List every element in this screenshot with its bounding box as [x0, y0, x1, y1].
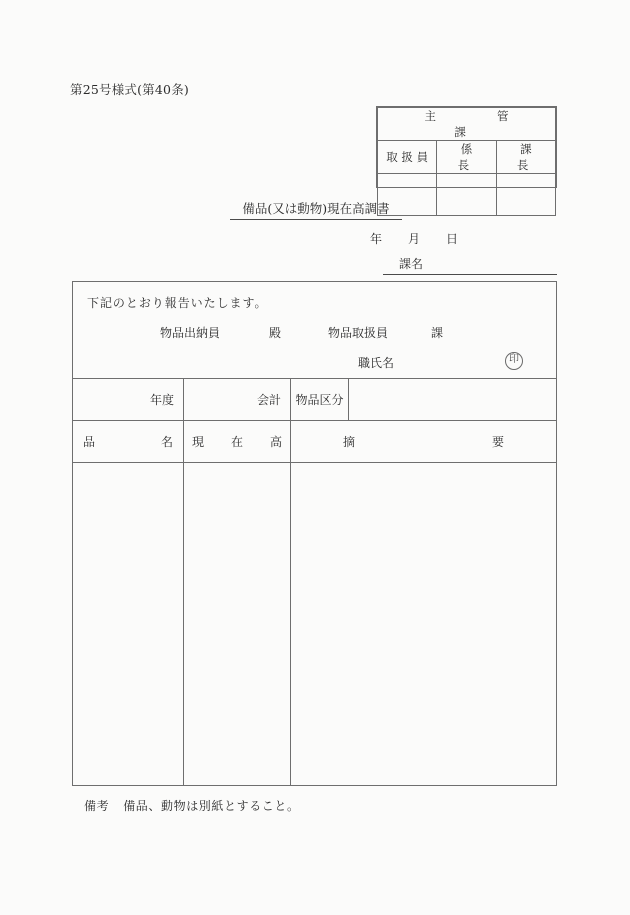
balance-char-1: 現	[192, 435, 205, 449]
table-header-row-1	[73, 378, 556, 420]
approval-stamp-table	[376, 106, 570, 188]
recipient-label: 物品出納員	[160, 326, 221, 340]
date-year-label: 年	[370, 232, 383, 246]
column-header-remarks	[291, 421, 556, 462]
main-form-box	[72, 281, 557, 786]
item-name-char-2: 名	[160, 435, 173, 449]
goods-category-label: 物品区分	[295, 393, 344, 407]
balance-char-3: 高	[269, 435, 282, 449]
label-goods-category	[291, 379, 349, 420]
footer-note	[84, 797, 300, 814]
table-header-row-2	[73, 420, 556, 462]
table-body-area	[73, 462, 556, 785]
item-name-char-1: 品	[83, 435, 96, 449]
report-statement: 下記のとおり報告いたします。	[87, 296, 268, 310]
section-name-line[interactable]	[383, 255, 557, 275]
honorific-label: 殿	[269, 326, 282, 340]
approval-handler-label: 取扱員	[386, 150, 432, 164]
field-fiscal-year[interactable]	[73, 379, 184, 420]
name-row	[73, 354, 556, 372]
party-row	[73, 324, 556, 342]
approval-signature-cell-manager[interactable]	[496, 174, 555, 216]
form-number: 第25号様式(第40条)	[70, 82, 189, 97]
approval-chief-label: 係 長	[457, 142, 497, 172]
sender-division-label: 課	[431, 326, 444, 340]
field-goods-category-value[interactable]	[349, 379, 556, 420]
column-header-current-balance	[184, 421, 291, 462]
body-column-current-balance[interactable]	[184, 463, 291, 785]
field-account[interactable]	[184, 379, 291, 420]
remarks-char-1: 摘	[343, 435, 356, 449]
job-title-name-label: 職氏名	[358, 356, 395, 370]
approval-column-header-chief	[437, 141, 496, 174]
sender-role-label: 物品取扱員	[328, 326, 389, 340]
approval-column-header-handler	[378, 141, 437, 174]
intro-block	[73, 282, 556, 378]
document-title: 備品(又は動物)現在高調書	[230, 199, 402, 220]
approval-table-header	[378, 108, 570, 141]
date-month-label: 月	[408, 232, 421, 246]
date-day-label: 日	[446, 232, 459, 246]
section-name-label: 課名	[399, 257, 424, 271]
approval-manager-label: 課 長	[516, 142, 556, 172]
approval-header-text: 主 管 課	[424, 109, 570, 139]
column-header-item-name	[73, 421, 184, 462]
approval-column-header-manager	[496, 141, 555, 174]
date-line	[370, 230, 458, 247]
footer-note-text: 備品、動物は別紙とすること。	[123, 799, 300, 813]
approval-signature-cell-chief[interactable]	[437, 174, 496, 216]
seal-icon: 印	[505, 352, 523, 370]
remarks-char-2: 要	[491, 435, 504, 449]
body-column-remarks[interactable]	[291, 463, 556, 785]
balance-char-2: 在	[230, 435, 243, 449]
footer-note-label: 備考	[84, 799, 110, 813]
account-label: 会計	[256, 393, 281, 407]
fiscal-year-label: 年度	[149, 393, 174, 407]
body-column-item-name[interactable]	[73, 463, 184, 785]
